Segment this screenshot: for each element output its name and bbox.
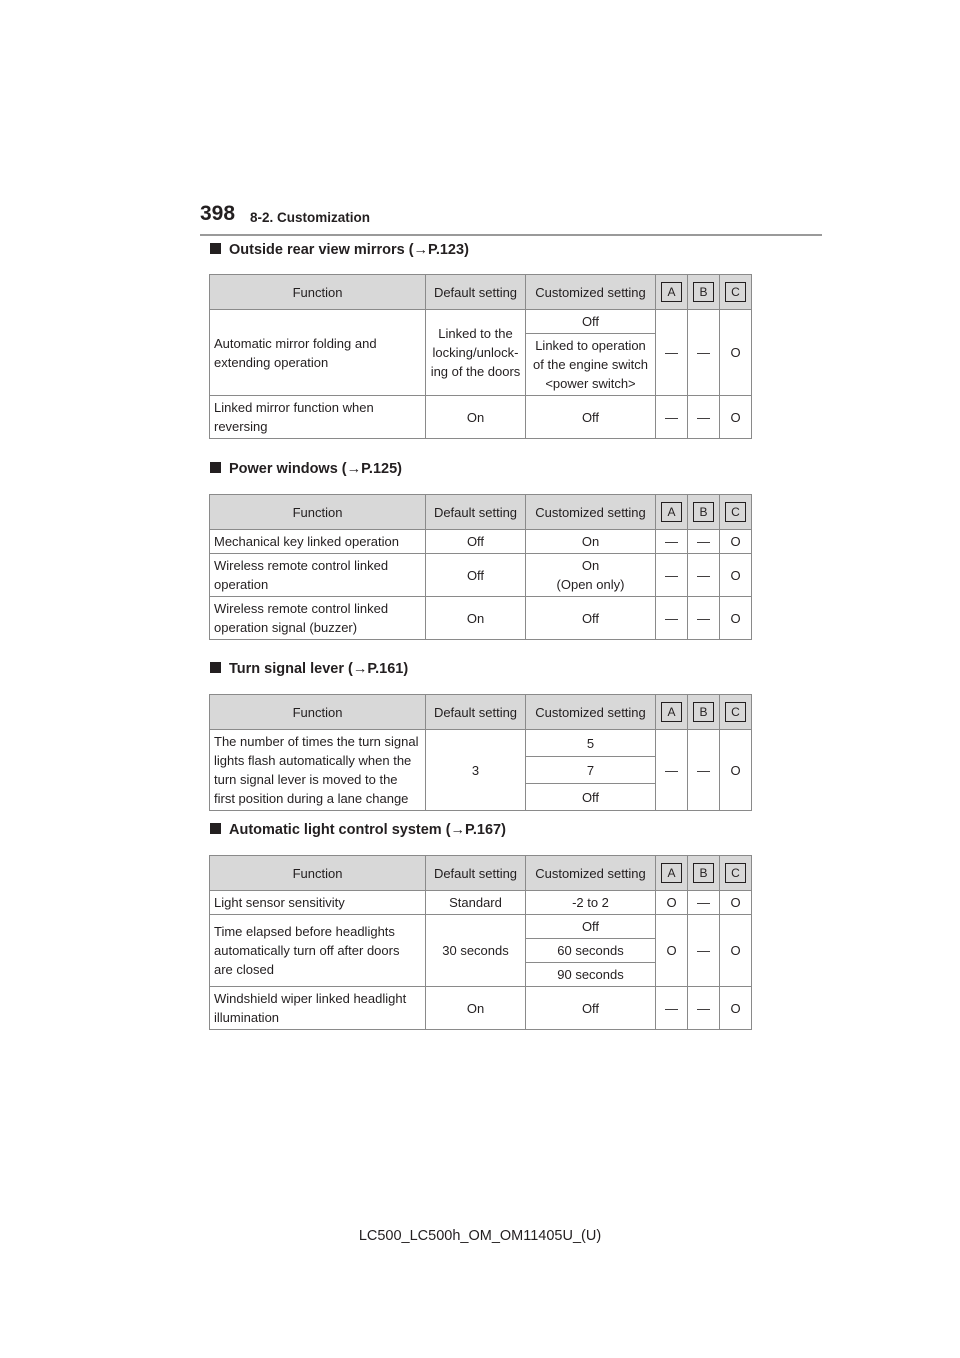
- customized-setting-cell: Off: [526, 784, 656, 811]
- column-header-a: [656, 856, 688, 891]
- column-a-cell: O: [656, 891, 688, 915]
- column-c-cell: O: [720, 915, 752, 987]
- function-cell: Mechanical key linked operation: [210, 530, 426, 554]
- square-bullet-icon: [210, 243, 221, 254]
- table-row: [210, 597, 752, 640]
- table-header-row: [210, 495, 752, 530]
- column-header-default: Default setting: [426, 856, 526, 891]
- column-c-cell: O: [720, 530, 752, 554]
- column-b-cell: —: [688, 554, 720, 597]
- default-setting-cell: Off: [426, 530, 526, 554]
- table-row: [210, 915, 752, 939]
- letter-b-icon: B: [693, 502, 714, 522]
- column-header-a: [656, 695, 688, 730]
- function-cell: Linked mirror function when reversing: [210, 396, 426, 439]
- column-c-cell: O: [720, 396, 752, 439]
- default-setting-cell: On: [426, 987, 526, 1030]
- section-heading-text: Automatic light control system (→P.167): [229, 822, 506, 838]
- column-a-cell: —: [656, 597, 688, 640]
- column-c-cell: O: [720, 554, 752, 597]
- customized-setting-cell: Off: [526, 310, 656, 334]
- page-header: [200, 202, 822, 236]
- customized-setting-cell: Off: [526, 597, 656, 640]
- function-cell: Wireless remote control linked operation: [210, 554, 426, 597]
- customization-table: [209, 694, 752, 811]
- column-header-default: Default setting: [426, 495, 526, 530]
- section-heading: [210, 461, 402, 477]
- letter-a-icon: A: [661, 502, 682, 522]
- column-c-cell: O: [720, 987, 752, 1030]
- customization-table: [209, 855, 752, 1030]
- column-header-a: [656, 495, 688, 530]
- column-header-c: [720, 495, 752, 530]
- default-setting-cell: Off: [426, 554, 526, 597]
- column-b-cell: —: [688, 987, 720, 1030]
- footer-document-code: LC500_LC500h_OM_OM11405U_(U): [358, 1228, 602, 1244]
- page-number: 398: [200, 202, 236, 225]
- section-heading-text: Turn signal lever (→P.161): [229, 661, 409, 677]
- function-cell: The number of times the turn signal lights flash automatically when the turn signal lever is moved to the first position during a lane change: [210, 730, 426, 811]
- customized-setting-cell: On: [526, 530, 656, 554]
- default-setting-cell: On: [426, 396, 526, 439]
- column-a-cell: —: [656, 310, 688, 396]
- section-heading: [210, 661, 408, 677]
- column-b-cell: —: [688, 730, 720, 811]
- customized-setting-cell: Off: [526, 915, 656, 939]
- table-row: [210, 530, 752, 554]
- function-cell: Light sensor sensitivity: [210, 891, 426, 915]
- column-a-cell: —: [656, 987, 688, 1030]
- letter-c-icon: C: [725, 282, 746, 302]
- column-c-cell: O: [720, 597, 752, 640]
- table-row: [210, 987, 752, 1030]
- section-heading: [210, 242, 469, 258]
- column-a-cell: O: [656, 915, 688, 987]
- function-cell: Wireless remote control linked operation signal (buzzer): [210, 597, 426, 640]
- column-b-cell: —: [688, 891, 720, 915]
- function-cell: Time elapsed before headlights automatically turn off after doors are closed: [210, 915, 426, 987]
- column-header-customized: Customized setting: [526, 695, 656, 730]
- customization-table: [209, 274, 752, 439]
- default-setting-cell: 30 seconds: [426, 915, 526, 987]
- section-heading: [210, 822, 506, 838]
- column-header-customized: Customized setting: [526, 856, 656, 891]
- table-row: [210, 310, 752, 334]
- column-header-c: [720, 275, 752, 310]
- column-header-default: Default setting: [426, 275, 526, 310]
- customization-table: [209, 494, 752, 640]
- column-header-c: [720, 856, 752, 891]
- customized-setting-cell: Off: [526, 396, 656, 439]
- column-header-b: [688, 856, 720, 891]
- section-heading-text: Outside rear view mirrors (→P.123): [229, 242, 469, 258]
- table-row: [210, 730, 752, 757]
- column-b-cell: —: [688, 597, 720, 640]
- table-header-row: [210, 856, 752, 891]
- letter-b-icon: B: [693, 282, 714, 302]
- default-setting-cell: Standard: [426, 891, 526, 915]
- column-a-cell: —: [656, 530, 688, 554]
- function-cell: Windshield wiper linked headlight illumination: [210, 987, 426, 1030]
- table-row: [210, 554, 752, 597]
- square-bullet-icon: [210, 823, 221, 834]
- letter-c-icon: C: [725, 502, 746, 522]
- letter-a-icon: A: [661, 863, 682, 883]
- customized-setting-cell: 5: [526, 730, 656, 757]
- default-setting-cell: Linked to the locking/unlock-ing of the doors: [426, 310, 526, 396]
- chapter-title: 8-2. Customization: [250, 210, 371, 225]
- table-header-row: [210, 695, 752, 730]
- customized-setting-cell: 60 seconds: [526, 939, 656, 963]
- square-bullet-icon: [210, 462, 221, 473]
- customized-setting-cell: 7: [526, 757, 656, 784]
- column-c-cell: O: [720, 730, 752, 811]
- customized-setting-cell: Off: [526, 987, 656, 1030]
- customized-setting-cell: On (Open only): [526, 554, 656, 597]
- column-a-cell: —: [656, 730, 688, 811]
- customized-setting-cell: Linked to operation of the engine switch <power switch>: [526, 334, 656, 396]
- column-header-a: [656, 275, 688, 310]
- default-setting-cell: On: [426, 597, 526, 640]
- default-setting-cell: 3: [426, 730, 526, 811]
- column-header-b: [688, 695, 720, 730]
- letter-a-icon: A: [661, 282, 682, 302]
- column-header-function: Function: [210, 856, 426, 891]
- table-row: [210, 891, 752, 915]
- column-header-b: [688, 495, 720, 530]
- column-header-function: Function: [210, 275, 426, 310]
- column-a-cell: —: [656, 396, 688, 439]
- column-header-function: Function: [210, 695, 426, 730]
- table-row: [210, 396, 752, 439]
- column-c-cell: O: [720, 310, 752, 396]
- letter-b-icon: B: [693, 702, 714, 722]
- column-header-b: [688, 275, 720, 310]
- function-cell: Automatic mirror folding and extending operation: [210, 310, 426, 396]
- letter-a-icon: A: [661, 702, 682, 722]
- column-b-cell: —: [688, 915, 720, 987]
- section-heading-text: Power windows (→P.125): [229, 461, 402, 477]
- square-bullet-icon: [210, 662, 221, 673]
- column-b-cell: —: [688, 310, 720, 396]
- column-c-cell: O: [720, 891, 752, 915]
- column-header-customized: Customized setting: [526, 495, 656, 530]
- table-header-row: [210, 275, 752, 310]
- column-a-cell: —: [656, 554, 688, 597]
- column-header-default: Default setting: [426, 695, 526, 730]
- column-header-function: Function: [210, 495, 426, 530]
- customized-setting-cell: -2 to 2: [526, 891, 656, 915]
- column-b-cell: —: [688, 396, 720, 439]
- column-b-cell: —: [688, 530, 720, 554]
- column-header-c: [720, 695, 752, 730]
- letter-b-icon: B: [693, 863, 714, 883]
- letter-c-icon: C: [725, 702, 746, 722]
- letter-c-icon: C: [725, 863, 746, 883]
- column-header-customized: Customized setting: [526, 275, 656, 310]
- customized-setting-cell: 90 seconds: [526, 963, 656, 987]
